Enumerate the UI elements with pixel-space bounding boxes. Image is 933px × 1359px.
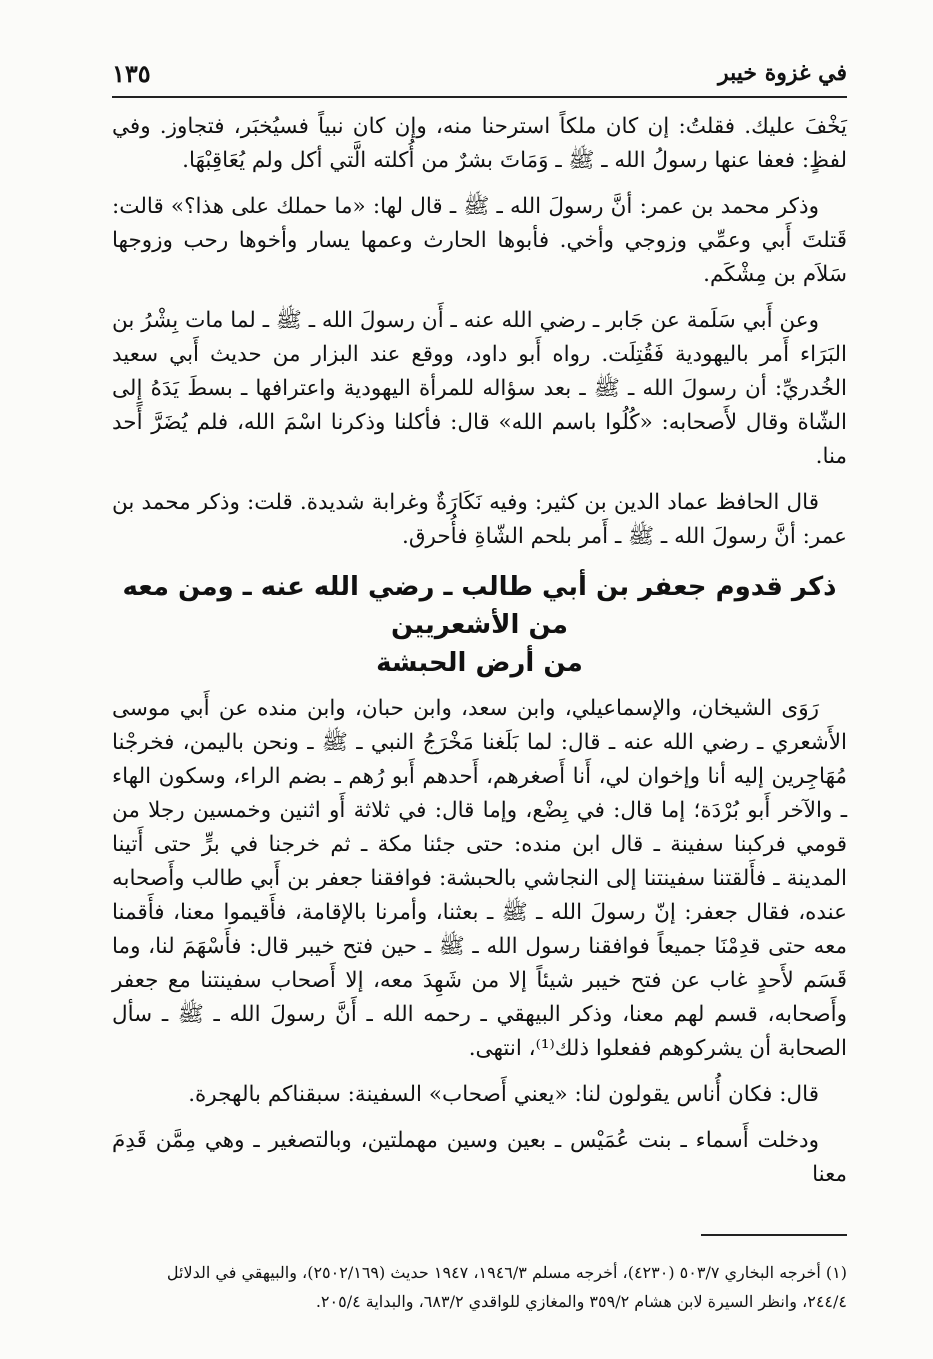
- footnote-line: (١) أخرجه البخاري ٥٠٣/٧ (٤٢٣٠)، أخرجه مسلم ١٩٤٦/٣، ١٩٤٧ حديث (٢٥٠٢/١٦٩)، والبيهقي في الدلائل: [166, 1263, 847, 1282]
- paragraph: قال الحافظ عماد الدين بن كثير: وفيه نَكَارَةٌ وغرابة شديدة. قلت: وذكر محمد بن عمر: أنَّ رسولَ الله ـ ﷺ ـ أَمر بلحم الشّاةِ فأُحرق.: [112, 490, 847, 549]
- footnote-separator: [701, 1234, 847, 1236]
- paragraph: رَوَى الشيخان، والإسماعيلي، وابن سعد، وابن حبان، وابن منده عن أَبي موسى الأَشعري ـ رضي الله عنه ـ قال: لما بَلَغنا مَخْرَجُ النبي ـ ﷺ ـ ونحن باليمن، فخرجْنا مُهَاجِرين إليه أنا وإخوان لي، أَنا أَصغرهم، أَحدهم أَبو رُهم ـ بضم الراء، وسكون الهاء ـ والآخر أَبو بُرْدَة؛ إما قال: في بِضْع، وإما قال: في ثلاثة أَو اثنين وخمسين رجلا من قومي فركبنا سفينة ـ قال ابن منده: حتى جئنا مكة ـ ثم خرجنا في برٍّ حتى أَتينا المدينة ـ فأَلقتنا سفينتنا إلى النجاشي بالحبشة: فوافقنا جعفر بن أَبي طالب وأَصحابه عنده، فقال جعفر: إنّ رسولَ الله ـ ﷺ ـ بعثنا، وأمرنا بالإقامة، فأَقيموا معنا، فأَقمنا معه حتى قدِمْنَا جميعاً فوافقنا رسول الله ـ ﷺ ـ حين فتح خيبر قال: فأَسْهَمَ لنا، وما قَسَم لأَحدٍ غاب عن فتح خيبر شيئاً إلا من شَهِدَ معه، إلا أَصحاب سفينتنا مع جعفر وأَصحابه، قسم لهم معنا، وذكر البيهقي ـ رحمه الله ـ أَنَّ رسولَ الله ـ ﷺ ـ سأل الصحابة أن يشركوهم ففعلوا ذلك⁽¹⁾، انتهى.: [112, 696, 847, 1061]
- body-text: [112, 110, 847, 1204]
- page-header: [112, 58, 847, 98]
- section-heading-line: ذكر قدوم جعفر بن أبي طالب ـ رضي الله عنه ـ ومن معه من الأشعريين: [122, 572, 837, 640]
- paragraph: وعن أَبي سَلَمة عن جَابر ـ رضي الله عنه ـ أَن رسولَ الله ـ ﷺ ـ لما مات بِشْرُ بن البَرَاء أَمر باليهودية فَقُتِلَت. رواه أَبو داود، ووقع عند البزار من حديث أَبي سعيد الخُدريِّ: أن رسولَ الله ـ ﷺ ـ بعد سؤاله للمرأة اليهودية واعترافها ـ بسطَ يَدَهُ إِلى الشّاة وقال لأَصحابه: «كُلُوا باسم الله» قال: فأكلنا وذكرنا اسْمَ الله، فلم يُضَرَّ أَحد منا.: [112, 308, 847, 469]
- paragraph: وذكر محمد بن عمر: أنَّ رسولَ الله ـ ﷺ ـ قال لها: «ما حملك على هذا؟» قالت: قَتلتَ أَبي وعمِّي وزوجي وأخي. فأبوها الحارث وعمها يسار وأخوها رحب وزوجها سَلاَم بن مِشْكَم.: [112, 194, 847, 287]
- paragraph: قال: فكان أُناس يقولون لنا: «يعني أَصحاب» السفينة: سبقناكم بالهجرة.: [188, 1082, 819, 1107]
- document-page: [112, 58, 847, 1328]
- paragraph: يَخْفَ عليك. فقلتُ: إن كان ملكاً استرحنا منه، وإن كان نبياً فسيُخبَر، فتجاوز. وفي لفظٍ: فعفا عنها رسولُ الله ـ ﷺ ـ وَمَاتَ بشرٌ من أُكلته الَّتي أكل ولم يُعَاقِبْهَا.: [112, 114, 847, 173]
- section-heading-line: من أرض الحبشة: [376, 648, 583, 678]
- footnotes: [112, 1258, 847, 1316]
- page-number: ١٣٥: [112, 59, 151, 88]
- section-heading: [112, 568, 847, 682]
- footnote-line: ٢٤٤/٤، وانظر السيرة لابن هشام ٣٥٩/٢ والمغازي للواقدي ٦٨٣/٢، والبداية ٢٠٥/٤.: [315, 1292, 847, 1311]
- running-title: في غزوة خيبر: [718, 60, 847, 86]
- paragraph: ودخلت أَسماء ـ بنت عُمَيْس ـ بعين وسين مهملتين، وبالتصغير ـ وهي مِمَّن قَدِمَ معنا: [112, 1128, 847, 1187]
